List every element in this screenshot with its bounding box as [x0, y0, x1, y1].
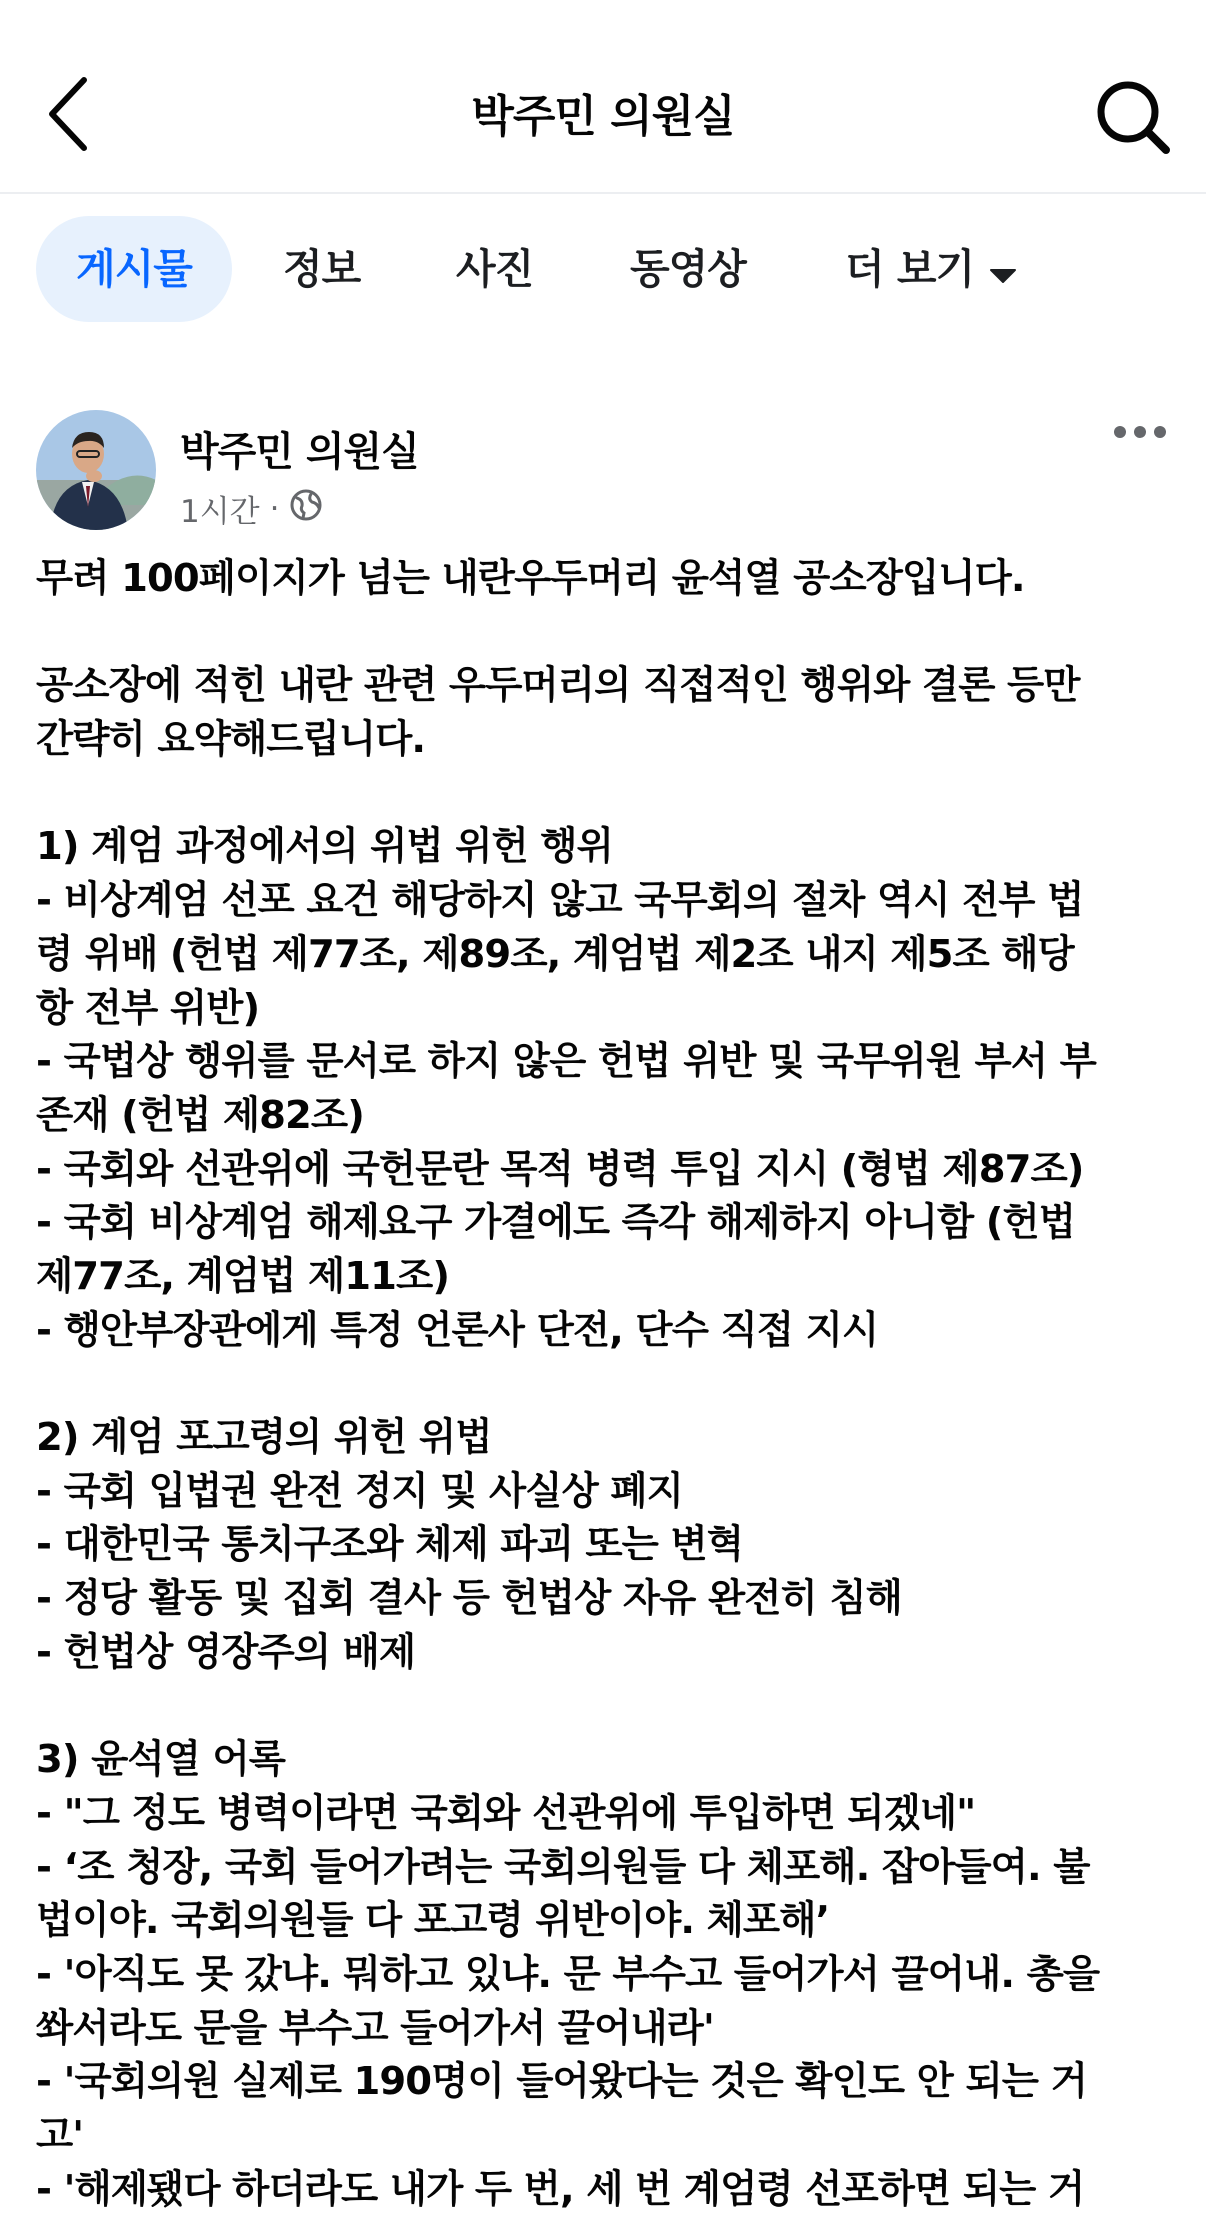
post-text-line: - '해제됐다 하더라도 내가 두 번, 세 번 계엄령 선포하면 되는 거 [36, 2166, 1085, 2212]
tab-photos[interactable] [456, 216, 533, 322]
search-icon[interactable] [1094, 78, 1172, 156]
paragraph-gap [36, 1357, 1176, 1411]
post-text-line: 3) 윤석열 어록 [36, 1737, 286, 1783]
post-text-line: - 국법상 행위를 문서로 하지 않은 헌법 위반 및 국무위원 부서 부 [36, 1039, 1096, 1085]
tab-posts[interactable] [36, 216, 232, 322]
post-text-line: - 행안부장관에게 특정 언론사 단전, 단수 직접 지시 [36, 1307, 879, 1353]
caret-down-icon [988, 219, 1018, 325]
post-body [36, 552, 1176, 2216]
post-text-line: - 국회와 선관위에 국헌문란 목적 병력 투입 지시 (형법 제87조) [36, 1146, 1084, 1192]
avatar[interactable] [36, 410, 156, 530]
post-text-line: - 국회 입법권 완전 정지 및 사실상 폐지 [36, 1468, 683, 1514]
post-text-line: - ‘조 청장, 국회 들어가려는 국회의원들 다 체포해. 잡아들여. 불 [36, 1844, 1090, 1890]
post-header [36, 410, 1170, 530]
tab-videos-label: 동영상 [630, 245, 746, 293]
post-text-line: 항 전부 위반) [36, 985, 260, 1031]
post-text-line: 령 위배 (헌법 제77조, 제89조, 계엄법 제2조 내지 제5조 해당 [36, 931, 1074, 977]
ellipsis-icon[interactable] [1110, 420, 1170, 444]
meta-separator: · [269, 490, 280, 527]
post-text-line: 존재 (헌법 제82조) [36, 1092, 364, 1138]
tab-more-label: 더 보기 [845, 245, 975, 293]
post-text-line: - 정당 활동 및 집회 결사 등 헌법상 자유 완전히 침해 [36, 1576, 902, 1622]
tab-photos-label: 사진 [456, 245, 534, 293]
post-text-line: 간략히 요약해드립니다. [36, 717, 426, 763]
post-time[interactable]: 1시간 [180, 494, 260, 530]
post-text-line: - 대한민국 통치구조와 체제 파괴 또는 변혁 [36, 1522, 744, 1568]
tab-about[interactable] [283, 216, 360, 322]
post-text-line: - '아직도 못 갔냐. 뭐하고 있냐. 문 부수고 들어가서 끌어내. 총을 [36, 1951, 1100, 1997]
post-text-line: 무려 100페이지가 넘는 내란우두머리 윤석열 공소장입니다. [36, 556, 1025, 601]
post-text-line: 공소장에 적힌 내란 관련 우두머리의 직접적인 행위와 결론 등만 [36, 663, 1080, 709]
globe-icon [289, 488, 323, 530]
page-title: 박주민 의원실 [471, 91, 735, 142]
post-text-line: 법이야. 국회의원들 다 포고령 위반이야. 체포해’ [36, 1898, 830, 1944]
post-text-line: 쏴서라도 문을 부수고 들어가서 끌어내라' [36, 2005, 714, 2051]
post-text-line: 고' [36, 2112, 84, 2158]
paragraph-gap [36, 606, 1176, 660]
post-text-line: 1) 계엄 과정에서의 위법 위헌 행위 [36, 824, 613, 870]
post-text-line: - "그 정도 병력이라면 국회와 선관위에 투입하면 되겠네" [36, 1790, 976, 1836]
post-text-line: - 국회 비상계엄 해제요구 가결에도 즉각 해제하지 아니함 (헌법 [36, 1200, 1076, 1246]
top-bar [0, 0, 1206, 194]
tab-videos[interactable] [630, 216, 746, 322]
tab-more[interactable] [845, 216, 1018, 322]
post-text-line: 2) 계엄 포고령의 위헌 위법 [36, 1415, 492, 1460]
post-text-line: 제77조, 계엄법 제11조) [36, 1253, 450, 1299]
tab-about-label: 정보 [283, 245, 361, 293]
post-author[interactable]: 박주민 의원실 [180, 429, 419, 475]
paragraph-gap [36, 1679, 1176, 1733]
post-meta [180, 486, 323, 531]
post-text-line: - '국회의원 실제로 190명이 들어왔다는 것은 확인도 안 되는 거 [36, 2059, 1087, 2105]
profile-tabs [0, 216, 1206, 326]
paragraph-gap [36, 767, 1176, 821]
tab-posts-label: 게시물 [76, 245, 192, 293]
post-text-line: - 헌법상 영장주의 배제 [36, 1629, 416, 1675]
post-text-line: - 비상계엄 선포 요건 해당하지 않고 국무회의 절차 역시 전부 법 [36, 878, 1084, 924]
